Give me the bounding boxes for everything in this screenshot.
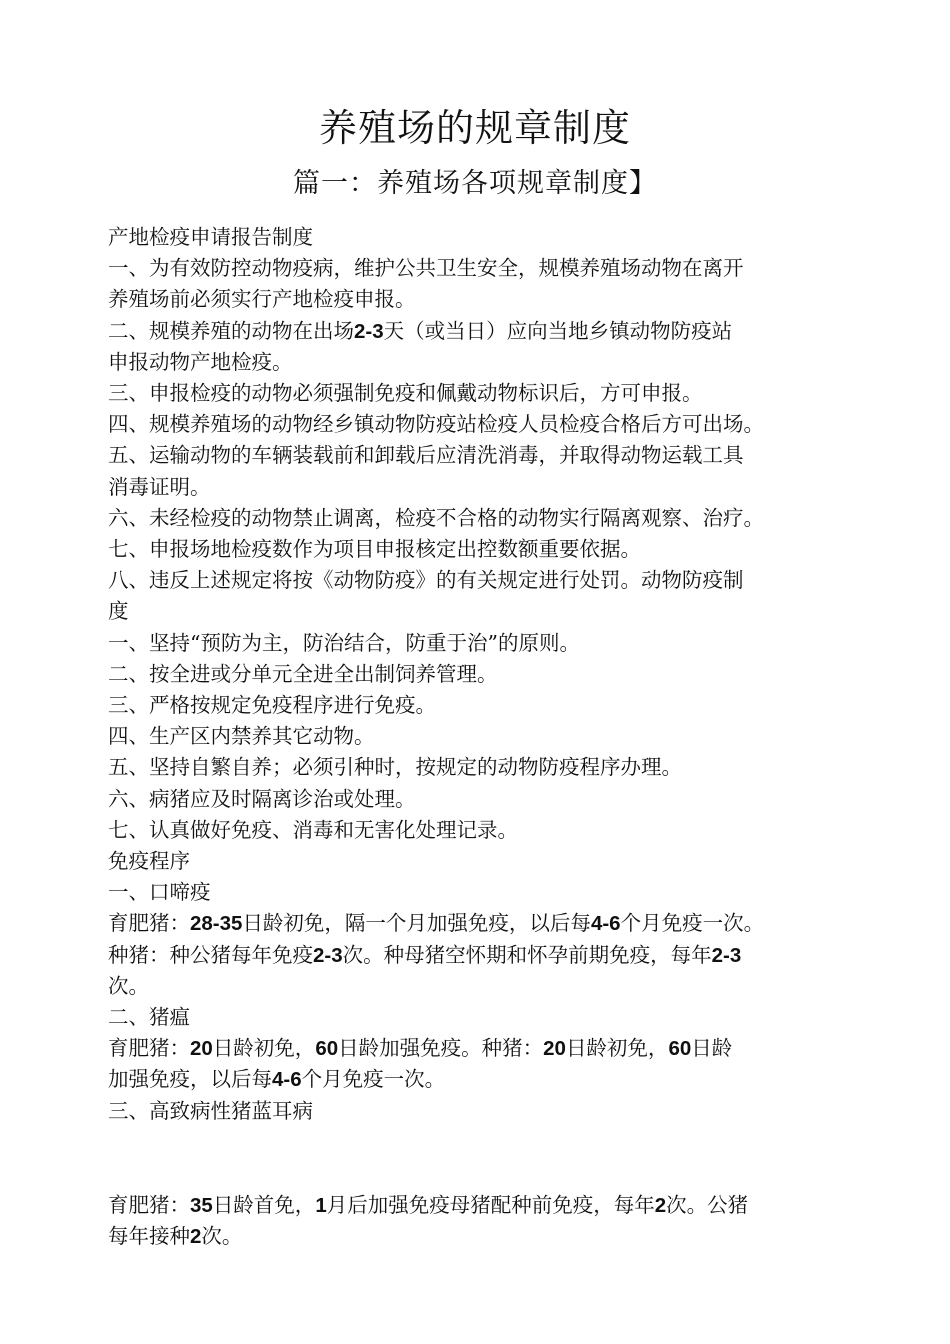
body-line: 免疫程序 xyxy=(108,849,190,874)
body-line: 育肥猪：35日龄首免，1月后加强免疫母猪配种前免疫，每年2次。公猪 xyxy=(108,1192,749,1217)
body-line: 三、高致病性猪蓝耳病 xyxy=(108,1098,313,1123)
body-line: 加强免疫，以后每4-6个月免疫一次。 xyxy=(108,1067,446,1092)
blank-line xyxy=(108,1143,878,1174)
document-title: 养殖场的规章制度 xyxy=(318,106,631,150)
body-line: 三、严格按规定免疫程序进行免疫。 xyxy=(108,693,436,718)
body-line: 七、认真做好免疫、消毒和无害化处理记录。 xyxy=(108,817,518,842)
body-line: 八、违反上述规定将按《动物防疫》的有关规定进行处罚。动物防疫制 xyxy=(108,568,744,593)
body-line: 养殖场前必须实行产地检疫申报。 xyxy=(108,287,416,312)
body-line: 一、口啼疫 xyxy=(108,880,211,905)
body-line: 四、规模养殖场的动物经乡镇动物防疫站检疫人员检疫合格后方可出场。 xyxy=(108,412,764,437)
body-line: 度 xyxy=(108,599,129,624)
body-line: 六、未经检疫的动物禁止调离，检疫不合格的动物实行隔离观察、治疗。 xyxy=(108,505,764,530)
body-line: 申报动物产地检疫。 xyxy=(108,349,293,374)
body-line: 育肥猪：20日龄初免，60日龄加强免疫。种猪：20日龄初免，60日龄 xyxy=(108,1036,733,1061)
body-line: 二、猪瘟 xyxy=(108,1005,190,1030)
document-body xyxy=(108,222,878,1252)
body-line: 三、申报检疫的动物必须强制免疫和佩戴动物标识后，方可申报。 xyxy=(108,381,703,406)
body-line: 每年接种2次。 xyxy=(108,1224,243,1249)
body-line: 二、按全进或分单元全进全出制饲养管理。 xyxy=(108,661,498,686)
body-line: 七、申报场地检疫数作为项目申报核定出控数额重要依据。 xyxy=(108,537,641,562)
body-line: 二、规模养殖的动物在出场2-3天（或当日）应向当地乡镇动物防疫站 xyxy=(108,318,733,343)
body-line: 一、坚持“预防为主，防治结合，防重于治”的原则。 xyxy=(108,630,580,655)
body-line: 一、为有效防控动物疫病，维护公共卫生安全，规模养殖场动物在离开 xyxy=(108,256,744,281)
body-line: 六、病猪应及时隔离诊治或处理。 xyxy=(108,786,416,811)
document-subtitle: 篇一：养殖场各项规章制度】 xyxy=(293,168,657,199)
body-line: 四、生产区内禁养其它动物。 xyxy=(108,724,375,749)
body-line: 五、运输动物的车辆装载前和卸载后应清洗消毒，并取得动物运载工具 xyxy=(108,443,744,468)
body-line: 种猪：种公猪每年免疫2-3次。种母猪空怀期和怀孕前期免疫，每年2-3 xyxy=(108,942,742,967)
body-line: 育肥猪：28-35日龄初免，隔一个月加强免疫，以后每4-6个月免疫一次。 xyxy=(108,911,765,936)
body-line: 产地检疫申请报告制度 xyxy=(108,225,313,249)
body-line: 五、坚持自繁自养；必须引种时，按规定的动物防疫程序办理。 xyxy=(108,755,682,780)
body-line: 次。 xyxy=(108,973,149,998)
body-line: 消毒证明。 xyxy=(108,474,211,499)
